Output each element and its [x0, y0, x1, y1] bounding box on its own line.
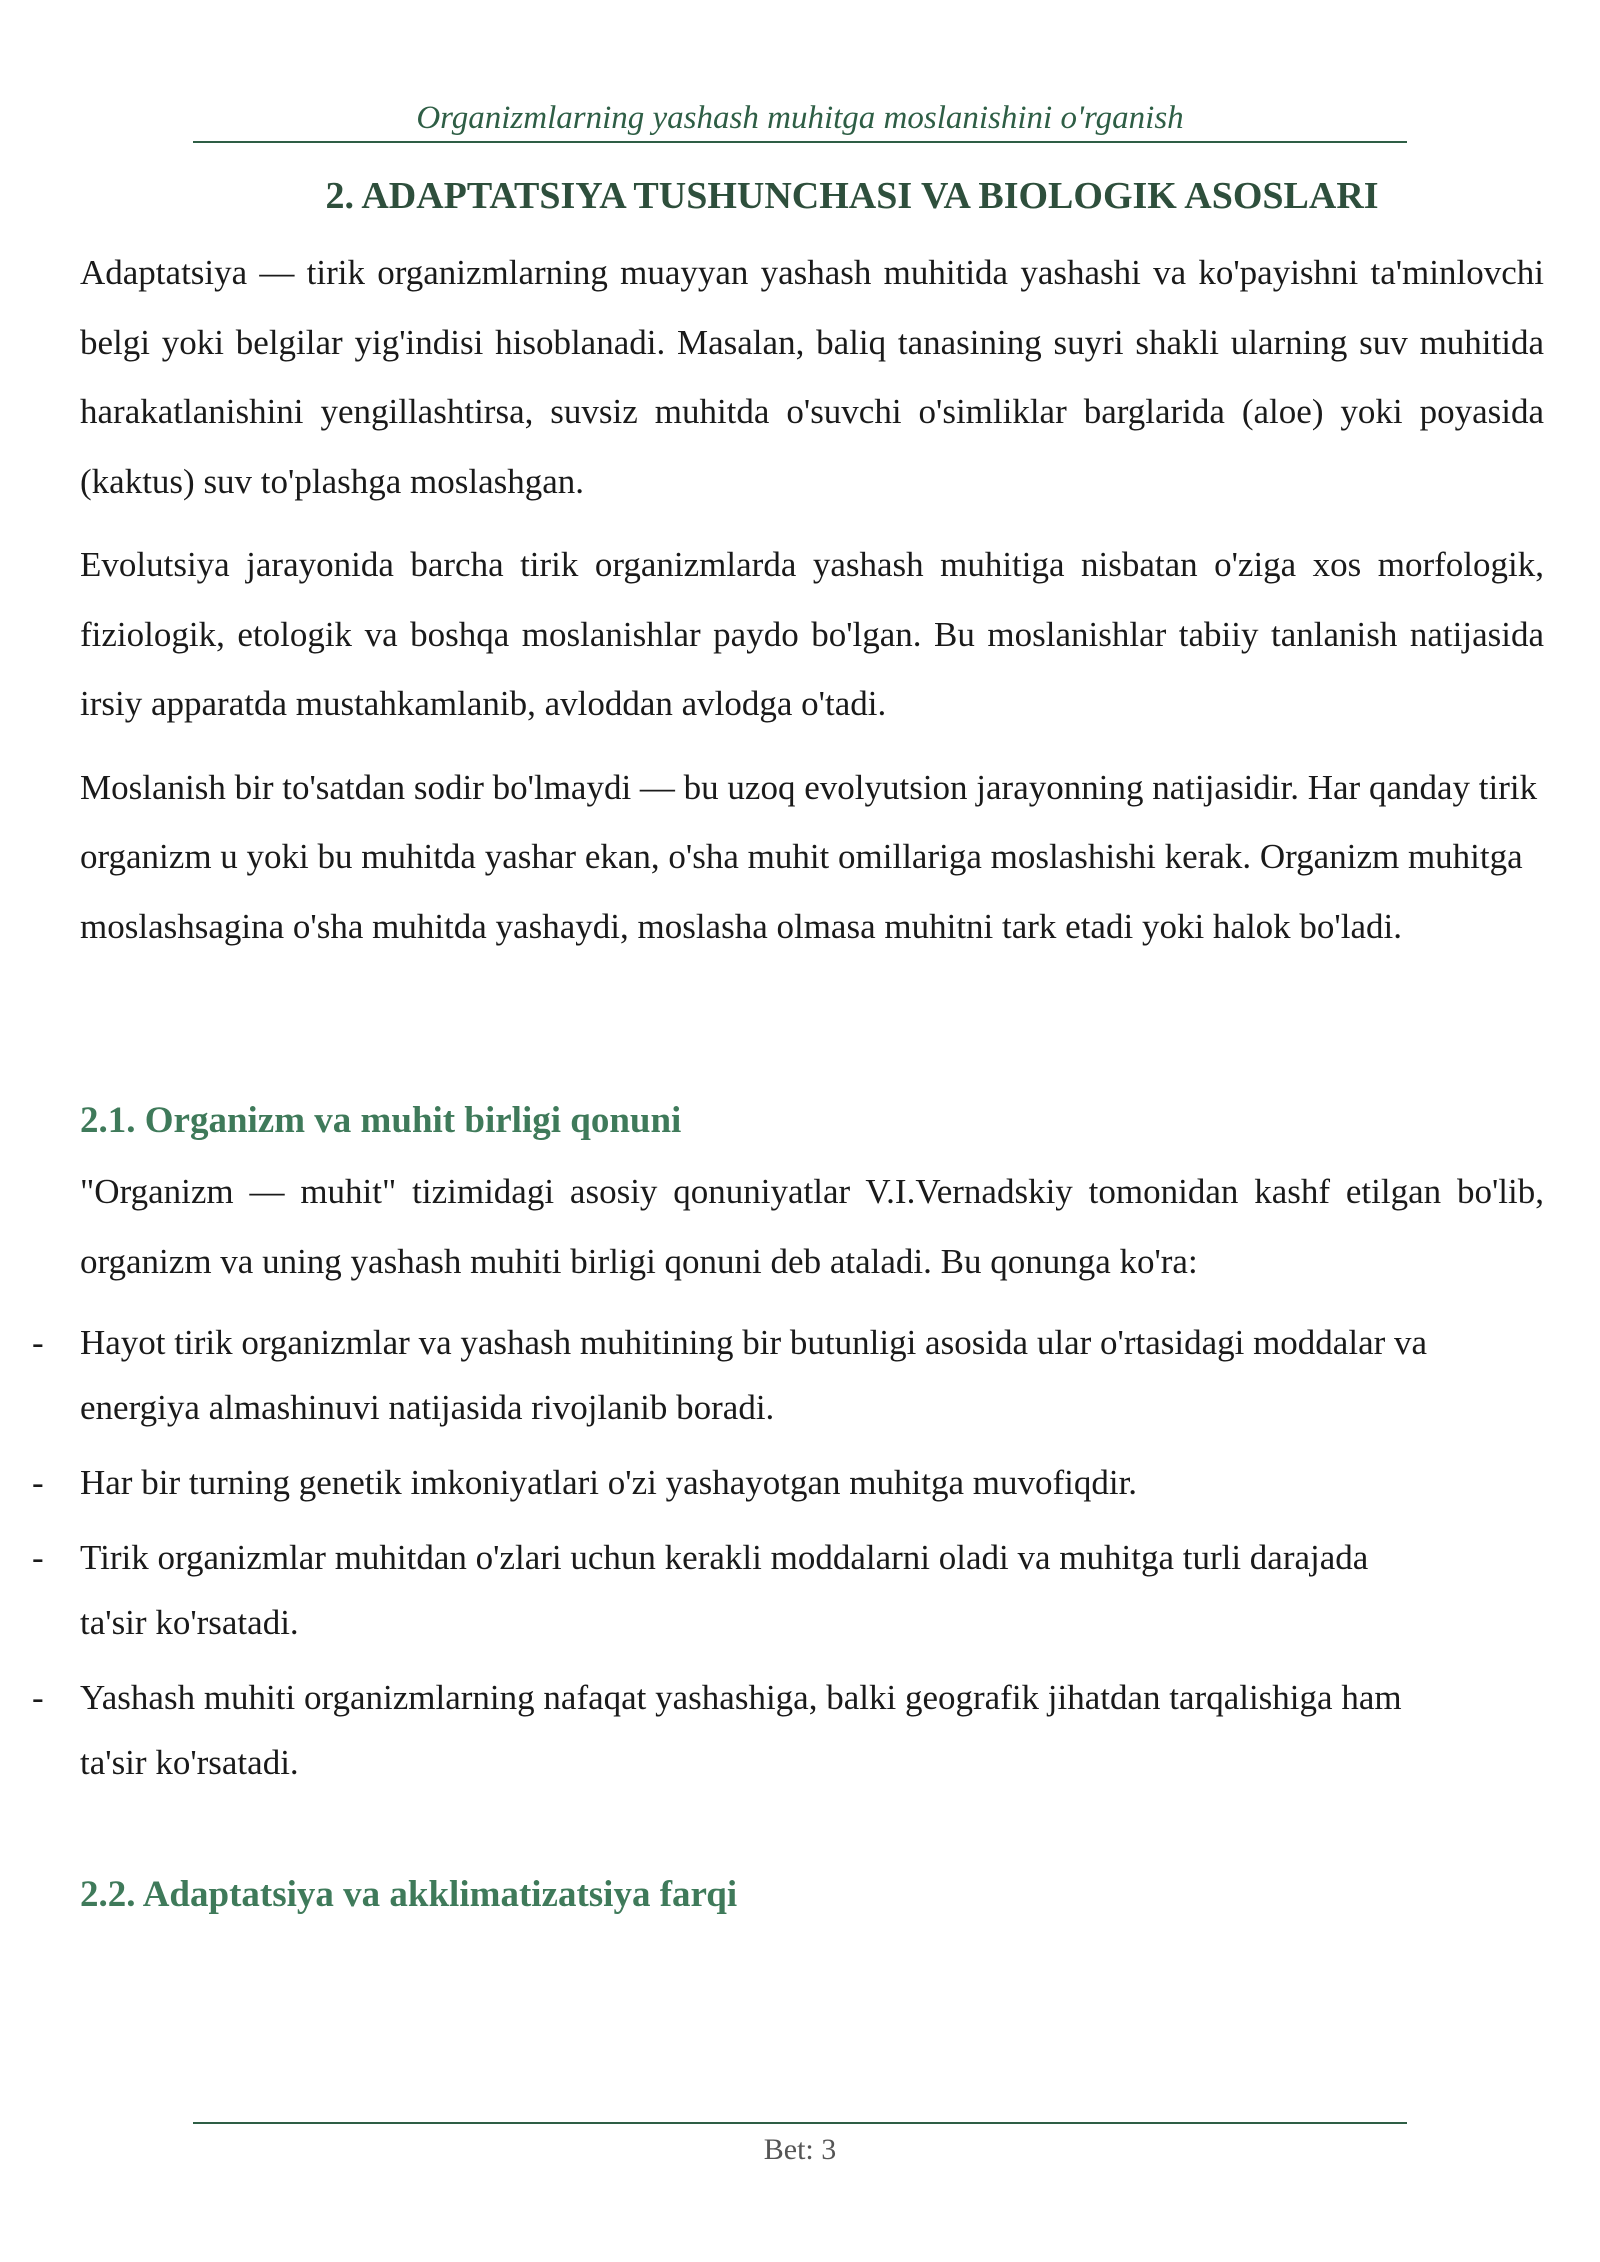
bullet-marker: -	[32, 1678, 44, 1717]
list-item	[32, 1665, 1544, 1795]
section-heading-2-2: 2.2. Adaptatsiya va akklimatizatsiya farqi	[80, 1874, 738, 1915]
bullet-list	[32, 1310, 1544, 1795]
running-header: Organizmlarning yashash muhitga moslanishini o'rganish	[416, 100, 1184, 136]
paragraph: Moslanish bir to'satdan sodir bo'lmaydi — bu uzoq evolyutsion jarayonning natijasidir. Har qanday tirik organizm u yoki bu muhitda yashar ekan, o'sha muhit omillariga moslashishi kerak. Organizm muhitga moslashsagina o'sha muhitda yashaydi, moslasha olmasa muhitni tark etadi yoki halok bo'ladi.	[80, 767, 1538, 946]
paragraph: Adaptatsiya — tirik organizmlarning muayyan yashash muhitida yashashi va ko'payishni ta'minlovchi belgi yoki belgilar yig'indisi hisoblanadi. Masalan, baliq tanasining suyri shakli ularning suv muhitida harakatlanishini yengillashtirsa, suvsiz muhitda o'suvchi o'simliklar barglarida (aloe) yoki poyasida (kaktus) suv to'plashga moslashgan.	[80, 253, 1544, 501]
chapter-title: 2. ADAPTATSIYA TUSHUNCHASI VA BIOLOGIK ASOSLARI	[325, 175, 1379, 217]
header-divider	[193, 141, 1407, 143]
page-content	[32, 166, 1544, 1925]
paragraph: Evolutsiya jarayonida barcha tirik organizmlarda yashash muhitiga nisbatan o'ziga xos morfologik, fiziologik, etologik va boshqa moslanishlar paydo bo'lgan. Bu moslanishlar tabiiy tanlanish natijasida irsiy apparatda mustahkamlanib, avloddan avlodga o'tadi.	[80, 545, 1544, 723]
bullet-marker: -	[32, 1323, 44, 1362]
list-item-text: Yashash muhiti organizmlarning nafaqat yashashiga, balki geografik jihatdan tarqalishiga ham ta'sir ko'rsatadi.	[80, 1678, 1402, 1782]
list-item	[32, 1525, 1544, 1655]
section-heading-2-1: 2.1. Organizm va muhit birligi qonuni	[80, 1100, 682, 1141]
page-number: Bet: 3	[763, 2133, 837, 2166]
list-item-text: Har bir turning genetik imkoniyatlari o'zi yashayotgan muhitga muvofiqdir.	[80, 1463, 1138, 1502]
section-intro: "Organizm — muhit" tizimidagi asosiy qonuniyatlar V.I.Vernadskiy tomonidan kashf etilgan bo'lib, organizm va uning yashash muhiti birligi qonuni deb ataladi. Bu qonunga ko'ra:	[80, 1172, 1544, 1281]
footer-divider	[193, 2122, 1407, 2124]
list-item-text: Hayot tirik organizmlar va yashash muhitining bir butunligi asosida ular o'rtasidagi moddalar va energiya almashinuvi natijasida rivojlanib boradi.	[80, 1323, 1428, 1427]
bullet-marker: -	[32, 1538, 44, 1577]
list-item	[32, 1310, 1544, 1440]
bullet-marker: -	[32, 1463, 44, 1502]
list-item	[32, 1450, 1544, 1515]
list-item-text: Tirik organizmlar muhitdan o'zlari uchun kerakli moddalarni oladi va muhitga turli darajada ta'sir ko'rsatadi.	[80, 1538, 1369, 1642]
